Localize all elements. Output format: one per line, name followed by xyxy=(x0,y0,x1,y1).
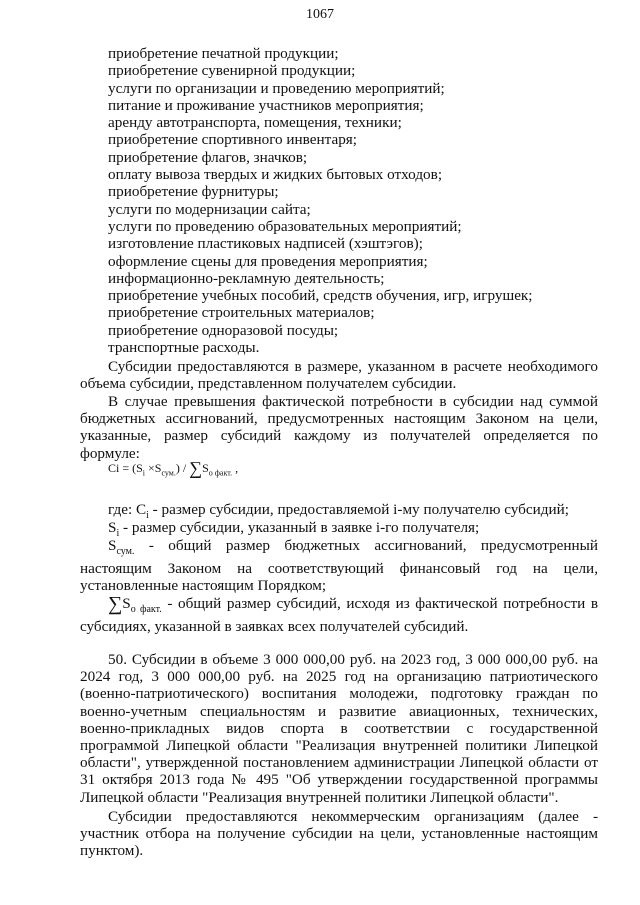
list-item: услуги по проведению образовательных мероприятий; xyxy=(108,217,462,235)
list-item: оформление сцены для проведения мероприятия; xyxy=(108,252,428,270)
list-item: приобретение одноразовой посуды; xyxy=(108,321,339,339)
def-sfact-symbol: S xyxy=(122,595,131,612)
list-item: приобретение фурнитуры; xyxy=(108,183,279,201)
def-si-symbol: S xyxy=(108,519,117,536)
def-si-sub: i xyxy=(116,528,120,540)
list-item: приобретение спортивного инвентаря; xyxy=(108,131,357,149)
page-number: 1067 xyxy=(306,7,334,22)
list-item: приобретение флагов, значков; xyxy=(108,148,308,166)
def-sfact-sub: о факт. xyxy=(130,604,162,616)
expense-list xyxy=(108,45,598,356)
list-item: услуги по организации и проведению мероприятий; xyxy=(108,79,445,97)
list-item: аренду автотранспорта, помещения, техники; xyxy=(108,114,402,132)
list-item: изготовление пластиковых надписей (хэштэгов); xyxy=(108,235,423,253)
formula xyxy=(108,458,238,481)
formula-lhs: Ci = (S xyxy=(108,461,143,475)
def-ci-symbol: где: C xyxy=(108,501,147,518)
formula-sub-sum: сум. xyxy=(161,468,176,478)
formula-s: S xyxy=(202,461,209,475)
paragraph-subsidy-amount: Субсидии предоставляются в размере, указанном в расчете необходимого объема субсидии, представленном получателем субсидии. xyxy=(80,358,598,393)
formula-tail: , xyxy=(232,461,239,475)
formula-sub-i: i xyxy=(142,468,146,478)
definition-ssum xyxy=(80,537,598,595)
sigma-symbol: ∑ xyxy=(189,458,203,478)
def-ssum-text: - общий размер бюджетных ассигнований, предусмотренный настоящим Законом на соответствующий финансовый год на цели, установленные настоящим Порядком; xyxy=(80,537,598,595)
definition-sfact xyxy=(80,594,598,635)
list-item: приобретение учебных пособий, средств обучения, игр, игрушек; xyxy=(108,287,533,305)
list-item: приобретение печатной продукции; xyxy=(108,45,339,62)
list-item: информационно-рекламную деятельность; xyxy=(108,269,385,287)
paragraph-nonprofit: Субсидии предоставляются некоммерческим организациям (далее - участник отбора на получение субсидии на цели, установленные настоящим пунктом). xyxy=(80,808,598,860)
formula-sub-fact: о факт. xyxy=(208,468,233,478)
def-si-text: - размер субсидии, указанный в заявке i-го получателя; xyxy=(119,519,480,536)
def-ci-sub: i xyxy=(146,510,149,522)
paragraph-item-50: 50. Субсидии в объеме 3 000 000,00 руб. на 2023 год, 3 000 000,00 руб. на 2024 год, 3 000 000,00 руб. на 2025 год на организацию патриотического (военно-патриотического) воспитания молодежи, подготовку граждан по военно-учетным специальностям и развитие авиационных, технических, военно-прикладных видов спорта в соответствии с государственной программой Липецкой области "Реализация внутренней политики Липецкой области", утвержденной постановлением администрации Липецкой области от 31 октября 2013 года № 495 "Об утверждении государственной программы Липецкой области "Реализация внутренней политики Липецкой области". xyxy=(80,651,598,806)
formula-close: ) / xyxy=(175,461,190,475)
paragraph-excess-case: В случае превышения фактической потребности в субсидии над суммой бюджетных ассигнований, предусмотренных настоящим Законом на цели, указанные, размер субсидий каждому из получателей определяется по формуле: xyxy=(80,393,598,462)
def-sfact-text: - общий размер субсидий, исходя из фактической потребности в субсидиях, указанной в заявках всех получателей субсидий. xyxy=(80,595,598,636)
list-item: оплату вывоза твердых и жидких бытовых отходов; xyxy=(108,166,443,184)
def-ssum-sub: сум. xyxy=(116,546,135,558)
list-item: транспортные расходы. xyxy=(108,339,260,357)
def-ssum-symbol: S xyxy=(108,537,117,554)
sigma-symbol: ∑ xyxy=(108,593,123,615)
list-item: услуги по модернизации сайта; xyxy=(108,200,311,218)
def-ci-text: - размер субсидии, предоставляемой i-му получателю субсидий; xyxy=(148,501,569,518)
list-item: питание и проживание участников мероприятия; xyxy=(108,96,424,114)
list-item: приобретение сувенирной продукции; xyxy=(108,62,356,80)
formula-times: ×S xyxy=(145,461,162,475)
list-item: приобретение строительных материалов; xyxy=(108,304,375,322)
